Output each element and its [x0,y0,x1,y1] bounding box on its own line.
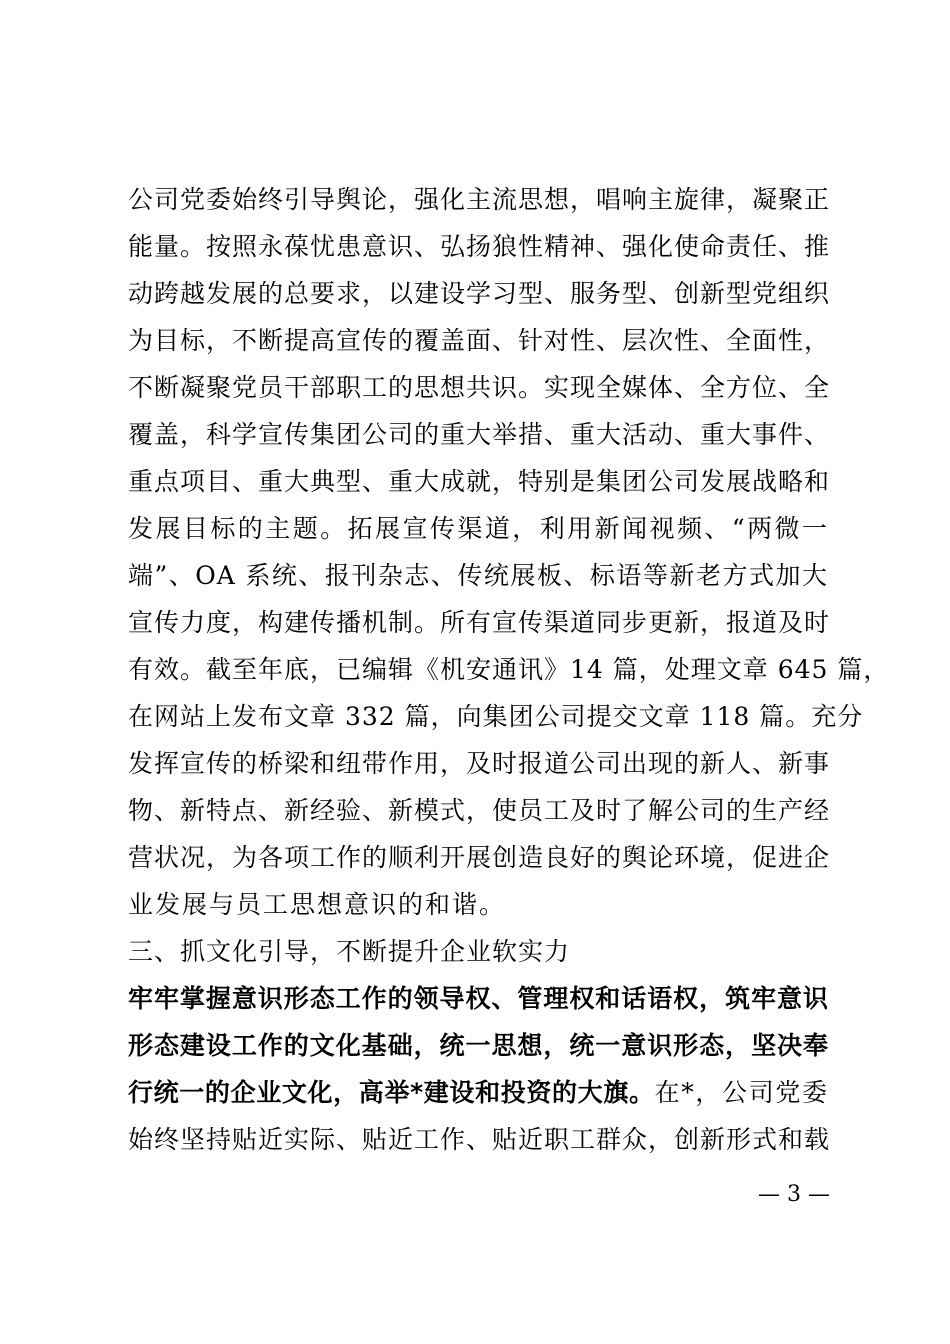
mixed-text-line [128,1078,828,1108]
body-text-line: 营状况，为各项工作的顺利开展创造良好的舆论环境，促进企 [128,843,831,872]
bold-text-line: 牢牢掌握意识形态工作的领导权、管理权和话语权，筑牢意识 [128,984,828,1013]
page-number: — 3 — [758,1182,830,1207]
body-text-line: 发展目标的主题。拓展宣传渠道，利用新闻视频、“两微一 [128,514,828,543]
body-text-line: 业发展与员工思想意识的和谐。 [128,890,507,919]
body-text-line: 不断凝聚党员干部职工的思想共识。实现全媒体、全方位、全 [128,373,831,402]
body-text-line: 始终坚持贴近实际、贴近工作、贴近职工群众，创新形式和载 [128,1125,831,1154]
body-text-line: 有效。截至年底，已编辑《机安通讯》14 篇，处理文章 645 篇， [128,655,890,684]
body-text-line: 在网站上发布文章 332 篇，向集团公司提交文章 118 篇。充分 [128,702,864,731]
body-text-line: 端”、OA 系统、报刊杂志、传统展板、标语等新老方式加大 [128,561,828,590]
section-heading: 三、抓文化引导，不断提升企业软实力 [128,937,571,966]
body-text-line: 能量。按照永葆忧患意识、弘扬狼性精神、强化使命责任、推 [128,232,831,261]
body-text-line: 物、新特点、新经验、新模式，使员工及时了解公司的生产经 [128,796,831,825]
bold-text-segment: 行统一的企业文化，高举*建设和投资的大旗。 [128,1078,655,1107]
body-text-line: 为目标，不断提高宣传的覆盖面、针对性、层次性、全面性， [128,326,831,355]
body-text-line: 动跨越发展的总要求，以建设学习型、服务型、创新型党组织 [128,279,831,308]
body-text-line: 公司党委始终引导舆论，强化主流思想，唱响主旋律，凝聚正 [128,185,831,214]
body-text-line: 宣传力度，构建传播机制。所有宣传渠道同步更新，报道及时 [128,608,831,637]
body-text-line: 重点项目、重大典型、重大成就，特别是集团公司发展战略和 [128,467,831,496]
body-text-segment: 在*，公司党委 [654,1078,828,1107]
body-text-line: 覆盖，科学宣传集团公司的重大举措、重大活动、重大事件、 [128,420,831,449]
body-text-line: 发挥宣传的桥梁和纽带作用，及时报道公司出现的新人、新事 [128,749,831,778]
bold-text-line: 形态建设工作的文化基础，统一思想，统一意识形态，坚决奉 [128,1031,828,1060]
